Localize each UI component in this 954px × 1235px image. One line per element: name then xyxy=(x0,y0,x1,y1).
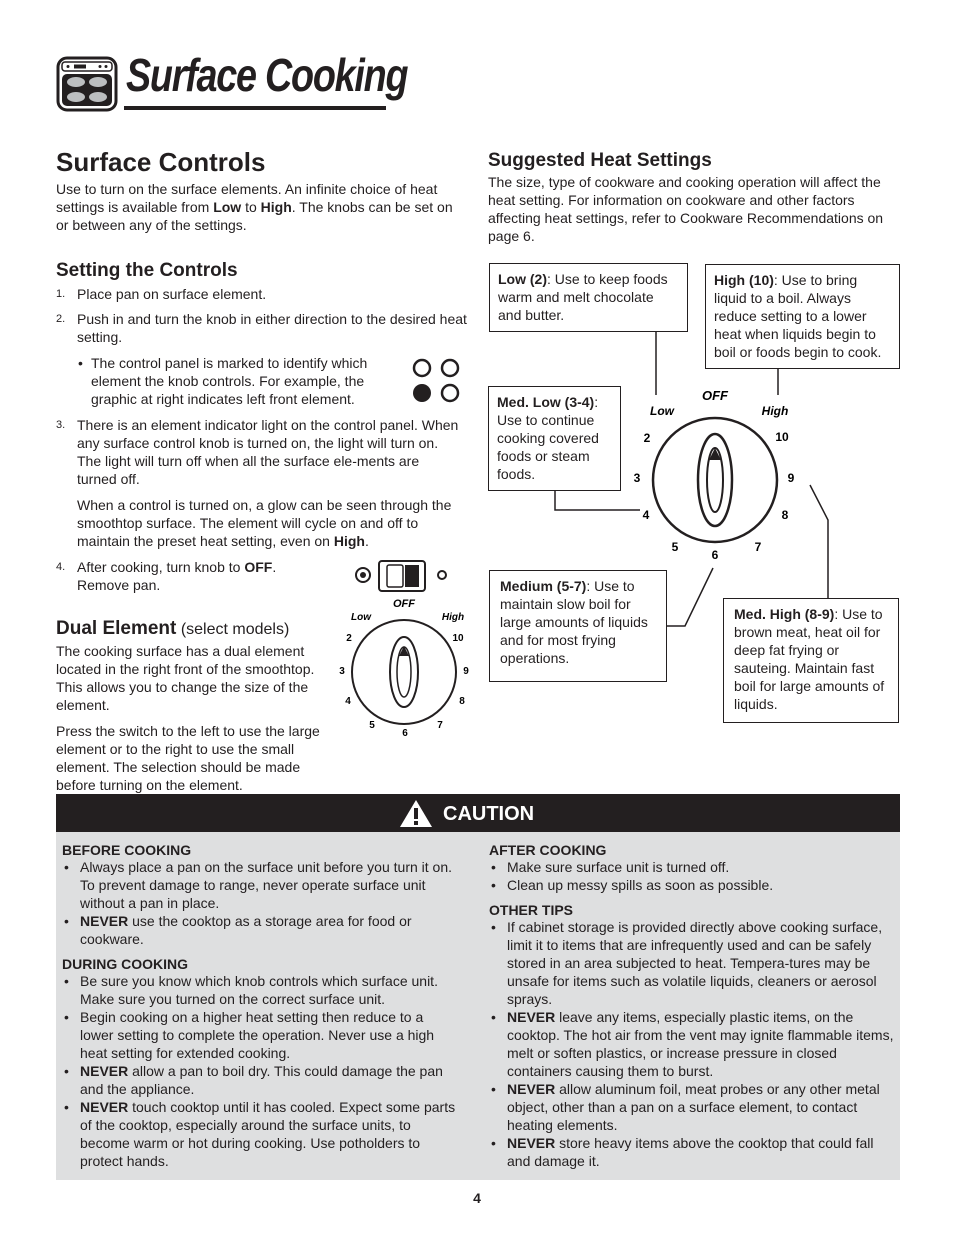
knob-tick-8: 8 xyxy=(459,696,465,707)
during-item-3: • NEVER allow a pan to boil dry. This could damage the pan and the appliance. xyxy=(62,1062,457,1098)
suggested-heading: Suggested Heat Settings xyxy=(488,150,712,171)
knob-tick-10: 10 xyxy=(775,430,789,444)
tips-item-2: • NEVER leave any items, especially plastic items, on the cooktop. The hot air from the vent may ignite flammable items, melt or soften plastics, or increase pressure in closed containers causing them to burst. xyxy=(489,1008,894,1080)
dual-element-text-2: Press the switch to the left to use the large element or to the right to use the small element. The selection should be made before turning on the element. xyxy=(56,723,320,793)
setting-controls-heading: Setting the Controls xyxy=(56,260,238,281)
title-underline xyxy=(124,106,386,110)
after-cooking-heading: AFTER COOKING xyxy=(489,842,607,858)
setting-steps xyxy=(56,285,466,594)
knob-off-label: OFF xyxy=(393,598,415,610)
before-item-1: • Always place a pan on the surface unit before you turn it on. To prevent damage to range, never operate surface unit without a pan in place. xyxy=(62,858,457,912)
tips-item-4: • NEVER store heavy items above the cooktop that could fall and damage it. xyxy=(489,1134,894,1170)
after-item-2: • Clean up messy spills as soon as possible. xyxy=(489,876,894,894)
warning-icon xyxy=(399,799,433,828)
knob-tick-6: 6 xyxy=(711,548,719,562)
caution-title: CAUTION xyxy=(443,803,535,825)
knob-tick-6: 6 xyxy=(402,728,408,739)
step-4: 4. After cooking, turn knob to OFF. Remove pan. xyxy=(56,559,277,593)
other-tips-heading: OTHER TIPS xyxy=(489,902,574,918)
knob-off-label: OFF xyxy=(702,388,728,403)
before-cooking-heading: BEFORE COOKING xyxy=(62,842,192,858)
cooktop-icon xyxy=(56,56,118,112)
dual-element-text: The cooking surface has a dual element located in the right front of the smoothtop. This allows you to change the size of the element. xyxy=(56,643,315,713)
knob-tick-5: 5 xyxy=(671,540,679,554)
knob-tick-2: 2 xyxy=(643,431,651,445)
knob-tick-9: 9 xyxy=(787,471,795,485)
knob-tick-9: 9 xyxy=(463,666,469,677)
step-1: 1. Place pan on surface element. xyxy=(56,286,267,302)
caution-right-column xyxy=(489,842,894,1170)
surface-controls-heading: Surface Controls xyxy=(56,147,266,177)
knob-tick-4: 4 xyxy=(642,508,650,522)
step-2-bullet: • The control panel is marked to identify which element the knob controls. For example, the graphic at right indicates left front element. xyxy=(78,355,368,407)
knob-tick-2: 2 xyxy=(346,633,352,644)
element-indicator-icon xyxy=(410,357,462,405)
knob-tick-7: 7 xyxy=(437,720,443,731)
after-item-1: • Make sure surface unit is turned off. xyxy=(489,858,894,876)
during-item-2: • Begin cooking on a higher heat setting then reduce to a lower setting to complete the operation. Never use a high heat setting for extended cooking. xyxy=(62,1008,457,1062)
tips-item-1: • If cabinet storage is provided directly above cooking surface, limit it to items that are infrequently used and can be safely stored in an area subjected to heat. Tempera-tures may be unsafe for items such as volatile liquids, cleaners or aerosol sprays. xyxy=(489,918,894,1008)
step-2: 2. Push in and turn the knob in either direction to the desired heat setting. xyxy=(56,311,467,345)
control-knob-large xyxy=(627,385,807,565)
knob-high-label: High xyxy=(761,404,789,418)
callout-medium: Medium (5-7): Use to maintain slow boil for large amounts of liquids and for most frying operations. xyxy=(489,570,667,682)
callout-low: Low (2): Use to keep foods warm and melt chocolate and butter. xyxy=(489,263,688,332)
tips-item-3: • NEVER allow aluminum foil, meat probes or any other metal object, other than a pan on a surface element, to contact heating elements. xyxy=(489,1080,894,1134)
knob-high-label: High xyxy=(441,612,465,623)
during-item-4: • NEVER touch cooktop until it has cooled. Expect some parts of the cooktop, especially around the surface units, to become warm or hot during cooking. Use potholders to protect hands. xyxy=(62,1098,457,1170)
surface-controls-intro: Use to turn on the surface elements. An infinite choice of heat settings is available from Low to High. The knobs can be set on or between any of the settings. xyxy=(56,181,453,233)
before-item-2: • NEVER use the cooktop as a storage area for food or cookware. xyxy=(62,912,457,948)
knob-tick-8: 8 xyxy=(781,508,789,522)
callout-med-high: Med. High (8-9): Use to brown meat, heat oil for deep fat frying or sauteing. Maintain fast boil for large amounts of liquids. xyxy=(723,598,899,723)
knob-low-label: Low xyxy=(351,612,371,623)
knob-tick-10: 10 xyxy=(452,633,464,644)
caution-bar xyxy=(56,794,900,832)
knob-tick-4: 4 xyxy=(345,696,351,707)
suggested-text: The size, type of cookware and cooking operation will affect the heat setting. For information on cookware and other factors affecting heat settings, refer to Cookware Recommendations on page 6. xyxy=(488,174,884,244)
knob-tick-3: 3 xyxy=(339,666,345,677)
caution-left-column xyxy=(62,842,457,1170)
knob-tick-3: 3 xyxy=(633,471,641,485)
during-item-1: • Be sure you know which knob controls which surface unit. Make sure you turned on the correct surface unit. xyxy=(62,972,457,1008)
knob-low-label: Low xyxy=(650,404,674,418)
knob-tick-7: 7 xyxy=(754,540,762,554)
page-title: Surface Cooking xyxy=(126,49,408,101)
page-number: 4 xyxy=(473,1190,481,1206)
step-3-glow: When a control is turned on, a glow can be seen through the smoothtop surface. The element will cycle on and off to maintain the preset heat setting, even on High. xyxy=(77,497,452,549)
knob-tick-5: 5 xyxy=(369,720,375,731)
dual-element-heading: Dual Element (select models) xyxy=(56,618,290,639)
callout-high: High (10): Use to bring liquid to a boil. Always reduce setting to a lower heat when liquids begin to boil or foods begin to cook. xyxy=(705,264,900,369)
dual-element-switch-icon xyxy=(353,560,449,594)
step-3: 3. There is an element indicator light on the control panel. When any surface control knob is turned on, the light will turn on. The light will turn off when all the surface ele-ments are turned off. xyxy=(56,417,459,487)
during-cooking-heading: DURING COOKING xyxy=(62,956,188,972)
callout-med-low: Med. Low (3-4): Use to continue cooking covered foods or steam foods. xyxy=(488,386,621,491)
